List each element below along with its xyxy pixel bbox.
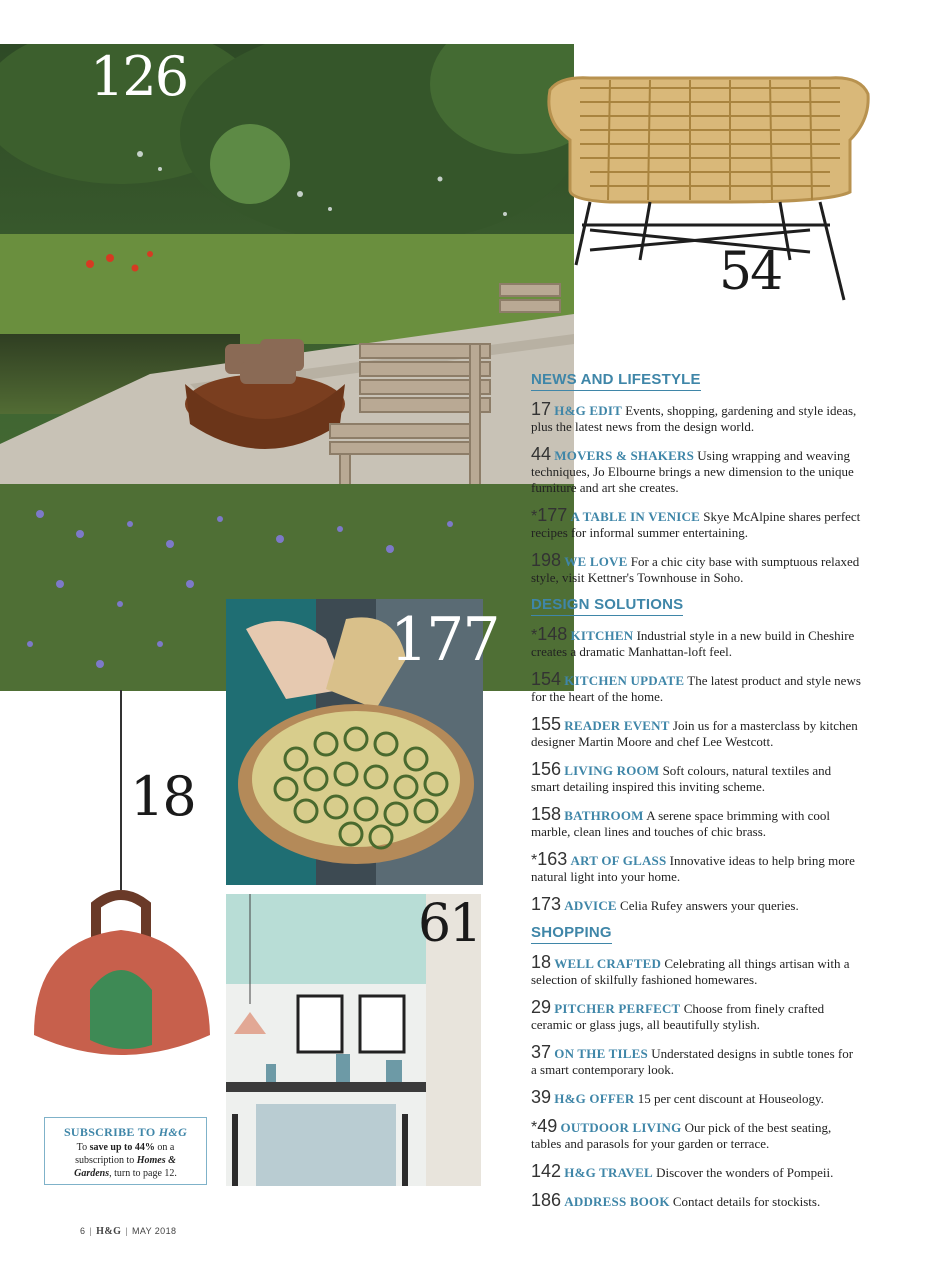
subscribe-line1-pre: To bbox=[76, 1142, 90, 1153]
subscribe-title-brand: H&G bbox=[158, 1125, 188, 1139]
contents-section bbox=[531, 372, 861, 586]
subscribe-title bbox=[45, 1125, 206, 1140]
contents-entry[interactable] bbox=[531, 761, 861, 795]
entry-page-number: 163 bbox=[537, 849, 568, 869]
section-heading: SHOPPING bbox=[531, 925, 612, 944]
entry-page-number: 156 bbox=[531, 759, 562, 779]
contents-entry[interactable] bbox=[531, 671, 861, 705]
subscribe-mag-name-2: Gardens bbox=[74, 1168, 110, 1179]
contents-list bbox=[531, 372, 861, 1221]
footer-separator: | bbox=[125, 1226, 128, 1236]
entry-description: Our pick of the best seating, tables and parasols for your garden or terrace. bbox=[531, 1120, 832, 1151]
new-feature-star: * bbox=[531, 1119, 538, 1136]
entry-page-number: 39 bbox=[531, 1087, 552, 1107]
contents-section bbox=[531, 925, 861, 1210]
entry-page-number: 186 bbox=[531, 1190, 562, 1210]
entry-title: MOVERS & SHAKERS bbox=[554, 448, 695, 463]
entry-page-number: 154 bbox=[531, 669, 562, 689]
entry-title: KITCHEN UPDATE bbox=[564, 673, 685, 688]
contents-entry[interactable] bbox=[531, 1118, 861, 1152]
contents-entry[interactable] bbox=[531, 999, 861, 1033]
entry-title: ADVICE bbox=[564, 898, 617, 913]
entry-title: PITCHER PERFECT bbox=[554, 1001, 681, 1016]
bench-photo bbox=[530, 60, 890, 310]
page-footer bbox=[80, 1226, 176, 1237]
entry-page-number: 18 bbox=[531, 952, 552, 972]
contents-entry[interactable] bbox=[531, 552, 861, 586]
entry-title: READER EVENT bbox=[564, 718, 670, 733]
footer-issue: MAY 2018 bbox=[132, 1226, 177, 1236]
entry-page-number: 158 bbox=[531, 804, 562, 824]
subscribe-line2: subscription to bbox=[75, 1155, 137, 1166]
entry-description: The latest product and style news for the heart of the home. bbox=[531, 673, 861, 704]
entry-title: BATHROOM bbox=[564, 808, 644, 823]
footer-brand: H&G bbox=[96, 1226, 122, 1237]
contents-entry[interactable] bbox=[531, 954, 861, 988]
entry-description: Industrial style in a new build in Cheshire creates a dramatic Manhattan-loft feel. bbox=[531, 628, 855, 659]
entry-description: Innovative ideas to help bring more natural light into your home. bbox=[531, 853, 855, 884]
entry-description: Discover the wonders of Pompeii. bbox=[656, 1165, 834, 1180]
subscribe-body bbox=[45, 1141, 206, 1180]
entry-description: Soft colours, natural textiles and smart detailing inspired this inviting scheme. bbox=[531, 763, 832, 794]
contents-entry[interactable] bbox=[531, 1163, 861, 1181]
footer-separator: | bbox=[89, 1226, 93, 1236]
section-heading: NEWS AND LIFESTYLE bbox=[531, 372, 701, 391]
subscribe-discount: save up to 44% bbox=[89, 1142, 155, 1153]
entry-description: Contact details for stockists. bbox=[672, 1194, 821, 1209]
entry-page-number: 173 bbox=[531, 894, 562, 914]
entry-description: A serene space brimming with cool marble, clean lines and touches of chic brass. bbox=[531, 808, 830, 839]
page-number-177: 177 bbox=[390, 605, 499, 675]
entry-description: Celia Rufey answers your queries. bbox=[620, 898, 799, 913]
entry-page-number: 44 bbox=[531, 444, 552, 464]
contents-entry[interactable] bbox=[531, 626, 861, 660]
subscribe-line1-post: on a bbox=[154, 1142, 175, 1153]
entry-description: Skye McAlpine shares perfect recipes for informal summer entertaining. bbox=[531, 509, 861, 540]
entry-title: H&G EDIT bbox=[554, 403, 622, 418]
entry-description: Events, shopping, gardening and style ideas, plus the latest news from the design world. bbox=[531, 403, 857, 434]
entry-description: Join us for a masterclass by kitchen designer Martin Moore and chef Lee Westcott. bbox=[531, 718, 858, 749]
contents-entry[interactable] bbox=[531, 446, 861, 496]
entry-title: LIVING ROOM bbox=[564, 763, 660, 778]
contents-entry[interactable] bbox=[531, 401, 861, 435]
entry-title: OUTDOOR LIVING bbox=[560, 1120, 682, 1135]
section-heading: DESIGN SOLUTIONS bbox=[531, 597, 683, 616]
entry-description: For a chic city base with sumptuous relaxed style, visit Kettner's Townhouse in Soho. bbox=[531, 554, 860, 585]
page-number-126: 126 bbox=[90, 45, 188, 108]
entry-description: Understated designs in subtle tones for a smart contemporary look. bbox=[531, 1046, 854, 1077]
lamp-photo bbox=[30, 690, 220, 1075]
contents-entry[interactable] bbox=[531, 851, 861, 885]
entry-title: H&G OFFER bbox=[554, 1091, 635, 1106]
contents-entry[interactable] bbox=[531, 896, 861, 914]
contents-entry[interactable] bbox=[531, 806, 861, 840]
entry-title: WELL CRAFTED bbox=[554, 956, 662, 971]
entry-title: WE LOVE bbox=[564, 554, 628, 569]
entry-description: 15 per cent discount at Houseology. bbox=[637, 1091, 824, 1106]
entry-page-number: 49 bbox=[537, 1116, 558, 1136]
subscribe-line3-post: , turn to page 12. bbox=[109, 1168, 177, 1179]
entry-page-number: 142 bbox=[531, 1161, 562, 1181]
entry-page-number: 37 bbox=[531, 1042, 552, 1062]
subscribe-mag-name-1: Homes & bbox=[136, 1155, 176, 1166]
pendant-lamp-illustration bbox=[30, 690, 220, 1075]
entry-title: ADDRESS BOOK bbox=[564, 1194, 670, 1209]
contents-entry[interactable] bbox=[531, 1192, 861, 1210]
entry-page-number: 155 bbox=[531, 714, 562, 734]
entry-title: H&G TRAVEL bbox=[564, 1165, 653, 1180]
contents-entry[interactable] bbox=[531, 716, 861, 750]
page-number-54: 54 bbox=[719, 242, 782, 302]
rattan-bench-illustration bbox=[530, 60, 890, 310]
entry-page-number: 148 bbox=[537, 624, 568, 644]
subscribe-box[interactable] bbox=[44, 1117, 207, 1185]
entry-title: ON THE TILES bbox=[554, 1046, 648, 1061]
entry-description: Choose from finely crafted ceramic or glass jugs, all beautifully stylish. bbox=[531, 1001, 825, 1032]
subscribe-title-prefix: SUBSCRIBE TO bbox=[63, 1125, 159, 1139]
entry-title: KITCHEN bbox=[570, 628, 634, 643]
entry-page-number: 198 bbox=[531, 550, 562, 570]
entry-description: Using wrapping and weaving techniques, Jo Elbourne brings a new dimension to the unique furniture and art she creates. bbox=[531, 448, 854, 495]
entry-title: A TABLE IN VENICE bbox=[570, 509, 701, 524]
contents-entry[interactable] bbox=[531, 1044, 861, 1078]
contents-section bbox=[531, 597, 861, 914]
new-feature-star: * bbox=[531, 627, 538, 644]
page-number-18: 18 bbox=[130, 765, 195, 828]
contents-entry[interactable] bbox=[531, 507, 861, 541]
entry-page-number: 177 bbox=[537, 505, 568, 525]
entry-description: Celebrating all things artisan with a selection of skilfully fashioned homewares. bbox=[531, 956, 850, 987]
new-feature-star: * bbox=[531, 852, 538, 869]
entry-page-number: 29 bbox=[531, 997, 552, 1017]
contents-entry[interactable] bbox=[531, 1089, 861, 1107]
entry-page-number: 17 bbox=[531, 399, 552, 419]
garden-photo bbox=[0, 44, 574, 691]
new-feature-star: * bbox=[531, 508, 538, 525]
footer-page-number: 6 bbox=[80, 1226, 86, 1236]
entry-title: ART OF GLASS bbox=[570, 853, 667, 868]
page-number-61: 61 bbox=[418, 894, 481, 954]
garden-illustration bbox=[0, 44, 574, 691]
